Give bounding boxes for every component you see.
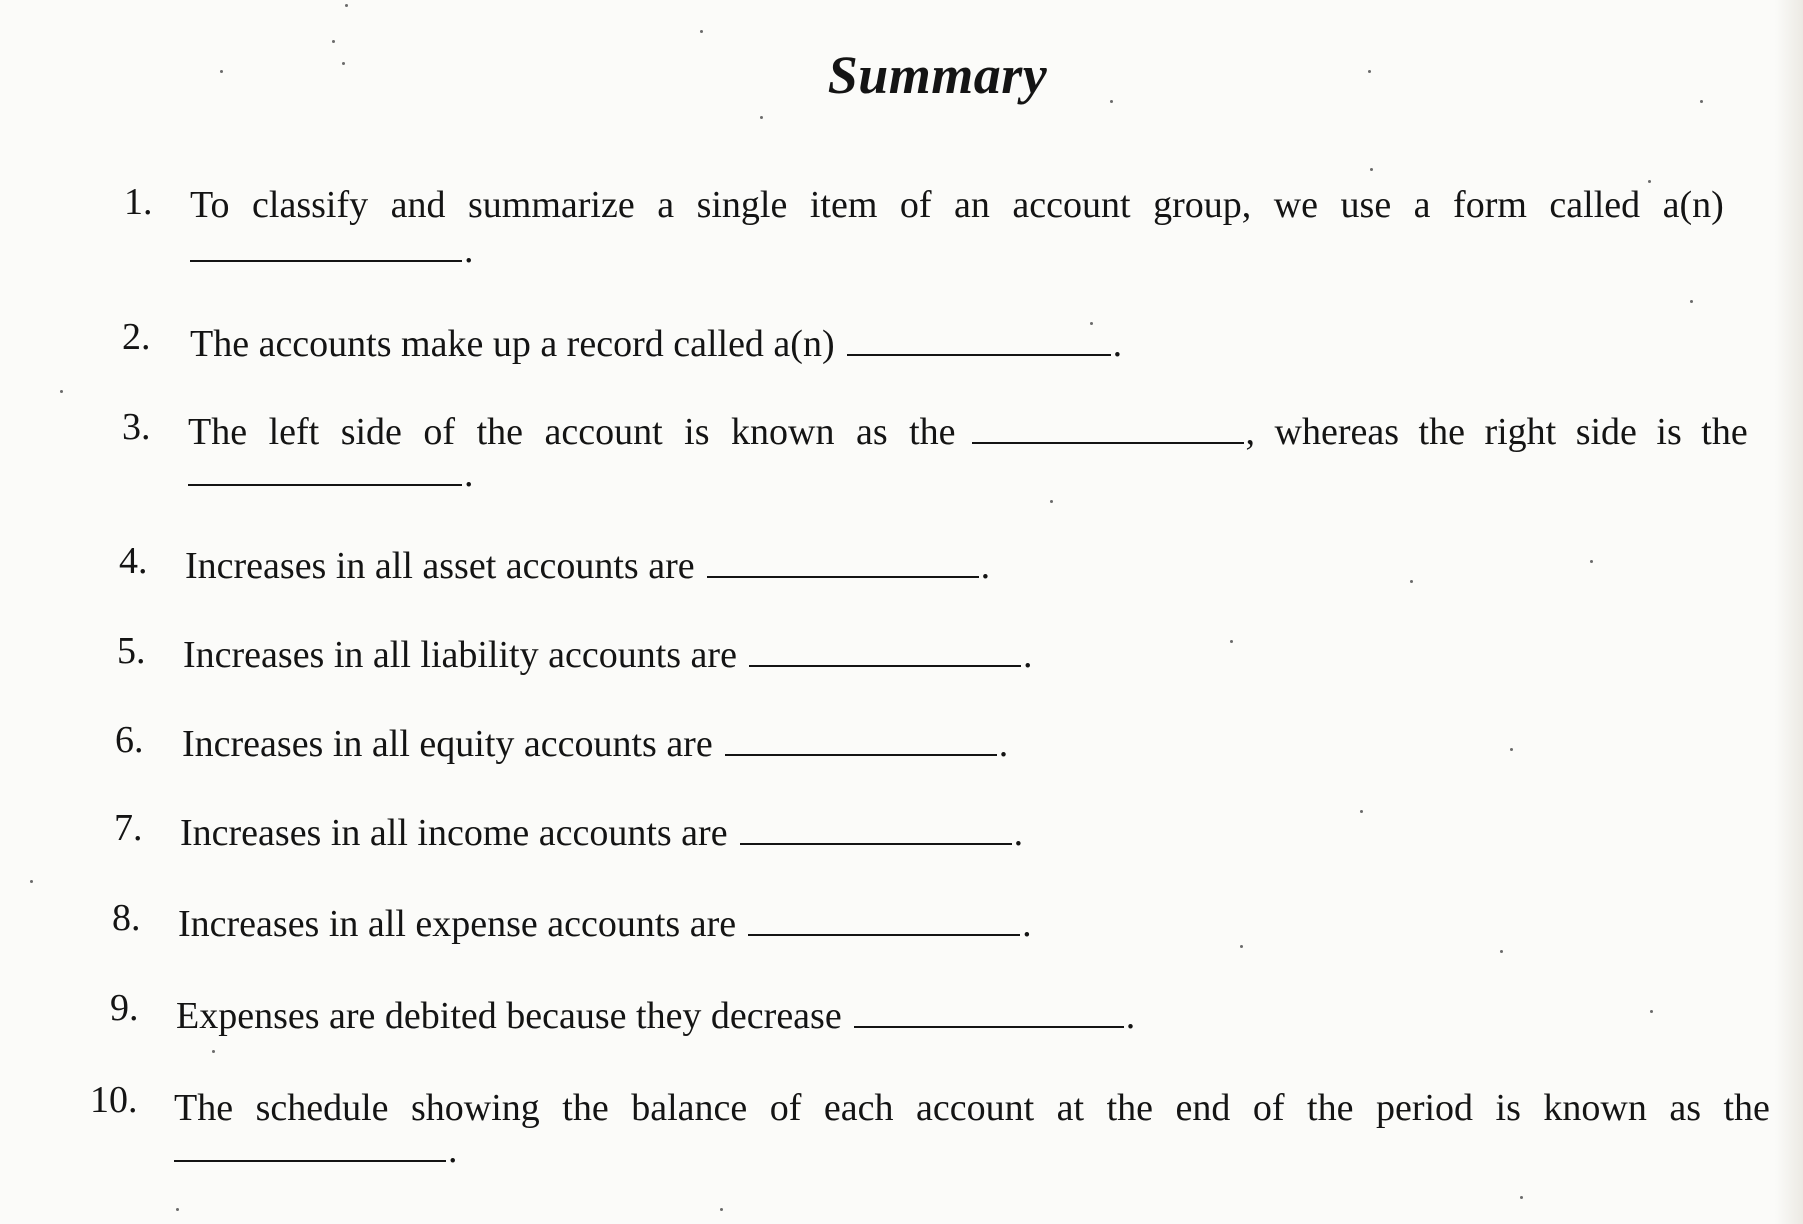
item-end: .: [464, 453, 474, 495]
item-text-content: The schedule showing the balance of each account at the end of the period is known as the: [174, 1087, 1770, 1129]
page-title: Summary: [827, 45, 1048, 105]
answer-blank[interactable]: [725, 724, 997, 756]
item-text-content: Increases in all income accounts are: [180, 812, 728, 854]
answer-blank[interactable]: [174, 1130, 446, 1162]
item-end: .: [1112, 323, 1123, 365]
item-number: 10.: [90, 1079, 138, 1121]
answer-blank[interactable]: [972, 412, 1244, 444]
answer-blank[interactable]: [188, 454, 462, 486]
item-end: .: [464, 229, 474, 271]
answer-blank[interactable]: [748, 904, 1020, 936]
item-text-content: Increases in all expense accounts are: [178, 903, 737, 945]
item-text-content: Increases in all asset accounts are: [185, 545, 695, 587]
item-number: 5.: [117, 630, 146, 672]
item-text-content: Expenses are debited because they decrease: [176, 995, 842, 1037]
item-number: 4.: [119, 540, 148, 582]
item-number: 3.: [122, 406, 151, 448]
page-edge-shadow: [1775, 0, 1803, 1224]
item-end: .: [1022, 903, 1032, 945]
answer-blank[interactable]: [847, 324, 1111, 356]
item-text-content: Increases in all liability accounts are: [183, 634, 737, 676]
answer-blank[interactable]: [190, 230, 462, 262]
item-end: .: [998, 723, 1009, 765]
answer-blank[interactable]: [740, 813, 1012, 845]
item-number: 7.: [114, 807, 143, 849]
item-end: .: [1013, 812, 1024, 854]
item-text-content: The left side of the account is known as the: [188, 411, 956, 453]
item-text: [174, 1086, 1770, 1130]
item-end: .: [980, 545, 991, 587]
item-text-content: Increases in all equity accounts are: [182, 723, 713, 765]
answer-blank[interactable]: [749, 635, 1021, 667]
item-text-content: To classify and summarize a single item of an account group, we use a form called a(n): [190, 184, 1724, 226]
item-text-content: The accounts make up a record called a(n): [190, 323, 835, 365]
item-text-middle: , whereas the right side is the: [1245, 411, 1748, 453]
item-number: 6.: [115, 719, 144, 761]
item-end: .: [1022, 634, 1033, 676]
item-number: 2.: [122, 316, 151, 358]
item-text: [190, 183, 1758, 227]
item-number: 8.: [112, 897, 141, 939]
answer-blank[interactable]: [854, 996, 1124, 1028]
answer-blank[interactable]: [707, 546, 979, 578]
item-number: 1.: [124, 181, 153, 223]
item-end: .: [1125, 995, 1136, 1037]
item-number: 9.: [110, 987, 139, 1029]
item-end: .: [448, 1129, 458, 1171]
